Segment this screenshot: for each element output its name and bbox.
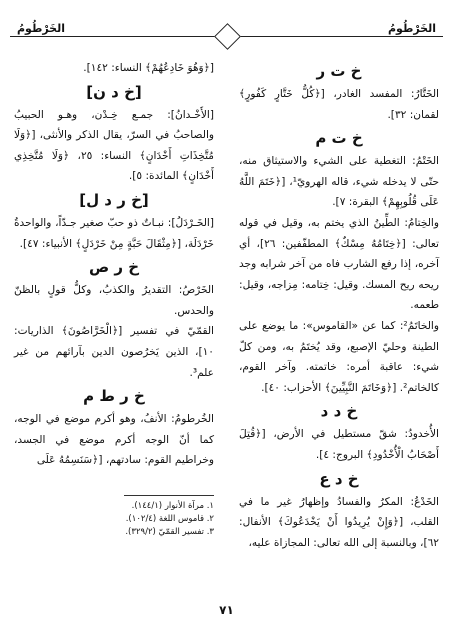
diamond-ornament-icon: [214, 23, 241, 50]
root-heading: خ د د: [320, 402, 358, 421]
entry-paragraph: الخُرطومُ: الأنفُ، وهو أكرم موضع في الوجه، كما أنّ الوجه أكرم موضع في الجسد، وخراطيم القوم: سادتهم، [﴿سَنَسِمُهُ عَلَى: [14, 413, 214, 467]
entry-paragraph: الأُخدودُ: شقّ مستطيل في الأرض، [﴿قُتِلَ أَصْحَابُ الْأُخْدُودِ﴾ البروج: ٤].: [239, 428, 439, 461]
footnote-separator: [124, 495, 214, 496]
entry-paragraph: والخِتامُ: الطِّينُ الذي يختم به، وقيل في قوله تعالى: [﴿خِتَامُهُ مِسْكٌ﴾ المطفّفين: ٢٦]، أي آخره، إذا رفع الشارب فاه من آخر شرابه وجد ريحه ريح المسك. وقيل: خِتامه: مِزاجه، وقيل: طعمه.: [239, 216, 439, 312]
entry-paragraph: القمّيّ في تفسير [﴿الْخَرَّاصُونَ﴾ الذاريات: ١٠]، الذين يَخرُصون الدين بآرائهم من غير علم³.: [14, 325, 214, 379]
header-title-left: الخَرْطُومُ: [14, 22, 68, 35]
root-heading: خ ر ط م: [83, 387, 145, 406]
entry-paragraph: الخَتْمُ: التغطية على الشيء والاستيثاق منه، حتّى لا يدخله شيء، قاله الهرويّ¹، [﴿خَتَمَ اللَّهُ عَلَى قُلُوبِهِمْ﴾ البقرة: ٧].: [239, 155, 439, 209]
root-heading: خ ت م: [315, 129, 363, 148]
root-heading: خ ر ص: [88, 258, 140, 277]
root-heading: خ د ع: [319, 469, 359, 488]
running-header: [10, 22, 443, 50]
root-heading: [خ د ن]: [86, 82, 142, 101]
entry-paragraph: [﴿وَهُوَ خَادِعُهُمْ﴾ النساء: ١٤٢].: [83, 62, 214, 74]
entry-paragraph: [الأَخْـدانُ]: جمـع خِـدْن، وهـو الحبيبُ والصاحبُ في السرّ، يقال الذكر والأنثى، [﴿وَلَا مُتَّخِذَاتِ أَخْدَانٍ﴾ النساء: ٢٥، ﴿وَلَا مُتَّخِذِي أَخْدَانٍ﴾ المائدة: ٥].: [14, 108, 214, 183]
header-title-right: الخَرْطُومُ: [385, 22, 439, 35]
entry-paragraph: الخَرْصُ: التقديرُ والكذبُ، وكلُّ قولٍ بالظنّ والحدس.: [14, 284, 214, 317]
footnote: ١. مرآة الأنوار (١٤٤/١).: [131, 500, 214, 511]
entry-paragraph: [الخَـرْدَلُ]: نبـاتٌ ذو حبّ صغير جـدّاً، والواحدةُ خَرْدَلَة، [﴿مِثْقَالَ حَبَّةٍ مِنْ خَرْدَلٍ﴾ الأنبياء: ٤٧].: [14, 216, 214, 250]
entry-paragraph: الخَدْعُ: المكرُ والفسادُ وإظهارُ غير ما في القلب، [﴿وَإِنْ يُرِيدُوا أَنْ يَخْدَعُوكَ﴾ الأنفال: ٦٢]، وبالنسبة إلى الله تعالى: المجازاة عليه،: [239, 495, 439, 549]
right-column: [239, 58, 439, 553]
root-heading: خ ت ر: [316, 62, 362, 80]
footnote: ٢. قاموس اللغة (١٠٢/٤).: [125, 513, 214, 524]
root-heading: [خ ر د ل]: [79, 190, 149, 209]
page-number: ٧١: [219, 603, 234, 617]
entry-paragraph: والخاتَمُ²: كما عن «القاموس»: ما يوضع على الطينة وحليّ الإصبع، وقد يُختَمُ به، ومن كلّ شيء: عاقبة أمره: خاتمته. وآخر القوم، كالخاتم². [﴿وَخَاتَمَ النَّبِيِّينَ﴾ الأحزاب: ٤٠].: [239, 319, 439, 394]
left-column: [14, 58, 214, 539]
footnote: ٣. تفسير القمّيّ (٣٢٩/٢).: [125, 526, 214, 537]
entry-paragraph: الخَتَّارُ: المفسد الغادر، [﴿كُلُّ خَتَّارٍ كَفُورٍ﴾ لقمان: ٣٢].: [239, 88, 439, 121]
